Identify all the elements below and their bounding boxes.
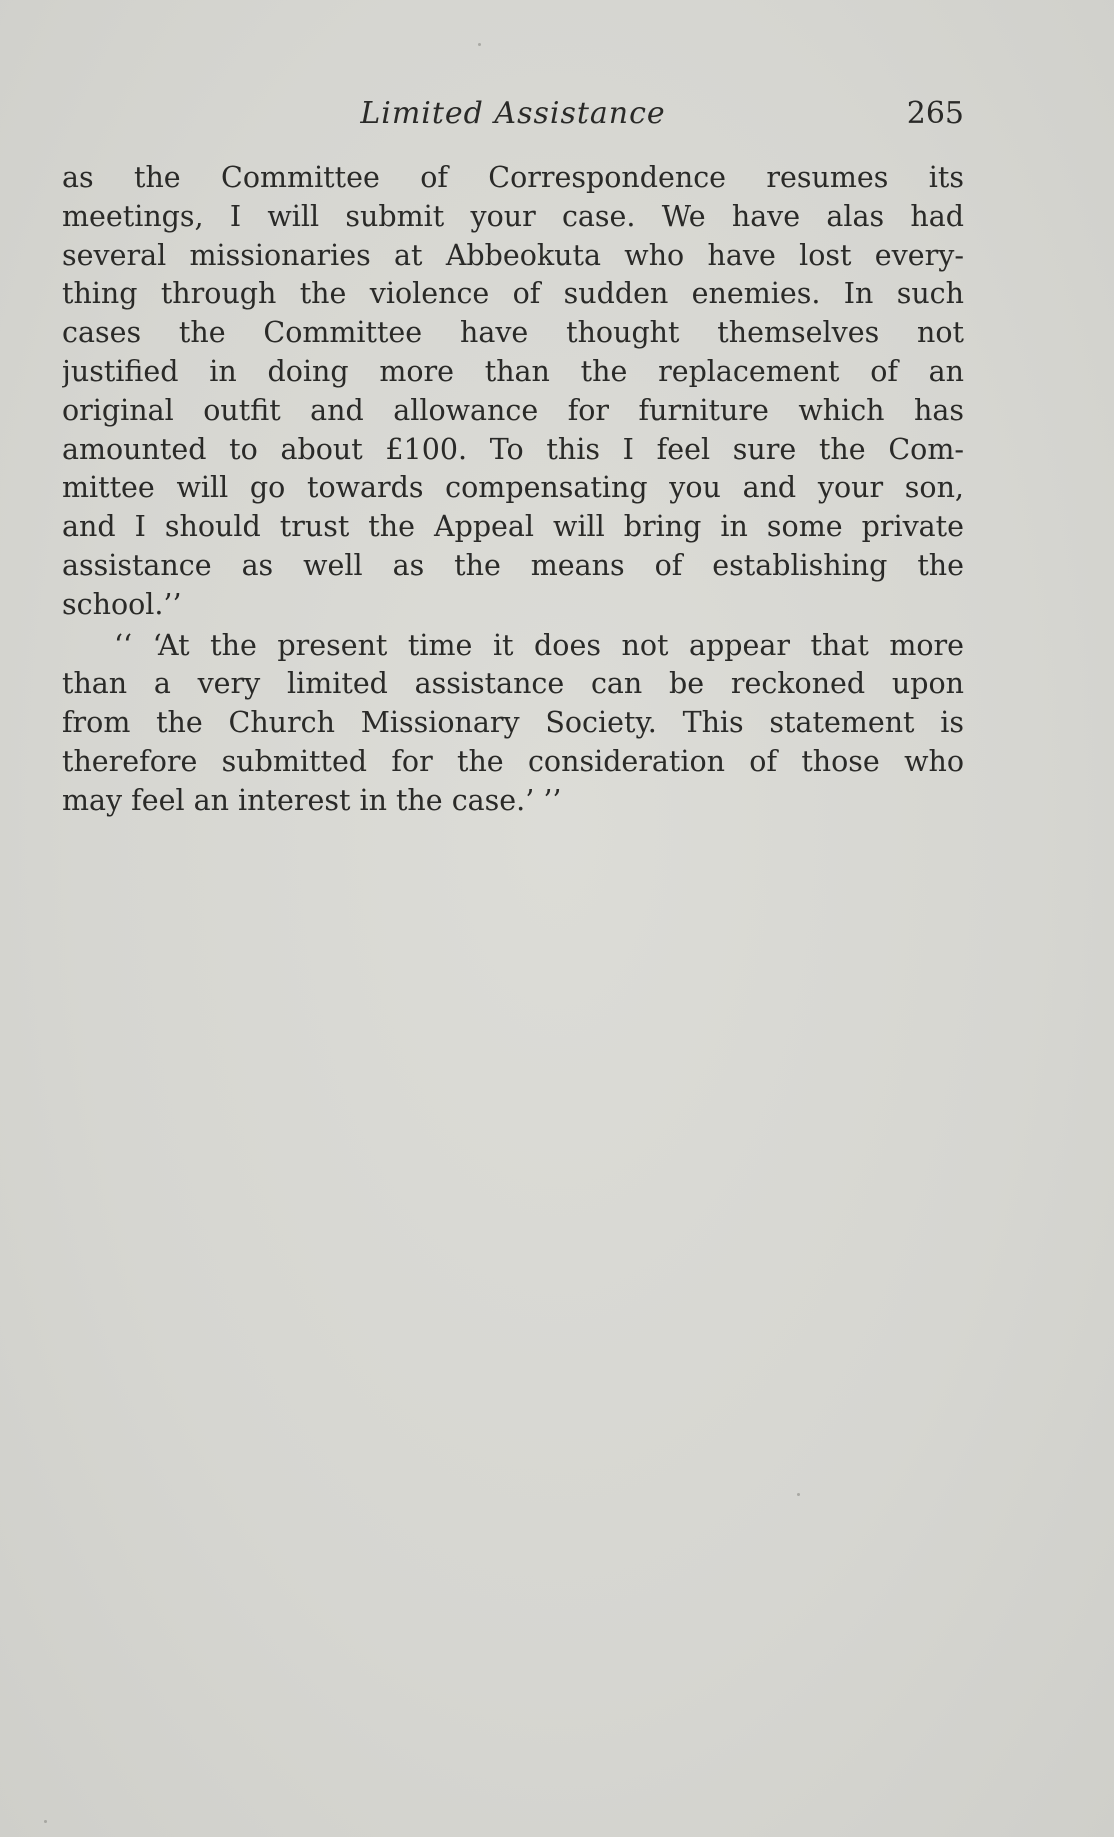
text-line: from the Church Missionary Society. This statement is: [62, 706, 964, 740]
body-text: [62, 159, 964, 821]
running-head: [62, 96, 964, 136]
running-title: Limited Assistance: [360, 96, 666, 131]
text-line: mittee will go towards compensating you and your son,: [62, 471, 964, 505]
text-line: may feel an interest in the case.’ ’’: [62, 783, 562, 817]
text-line: original outfit and allowance for furniture which has: [62, 393, 964, 427]
text-line: assistance as well as the means of establishing the: [62, 548, 964, 582]
text-line: than a very limited assistance can be reckoned upon: [62, 667, 964, 701]
text-line: as the Committee of Correspondence resumes its: [62, 161, 964, 194]
paper-speck: [797, 1493, 800, 1496]
text-line: and I should trust the Appeal will bring in some private: [62, 510, 964, 544]
paper-speck: [44, 1820, 47, 1823]
text-line: meetings, I will submit your case. We have alas had: [62, 199, 964, 233]
paper-speck: [478, 43, 481, 46]
text-line: cases the Committee have thought themselves not: [62, 316, 964, 350]
text-line: ‘‘ ‘At the present time it does not appear that more: [114, 628, 964, 662]
text-line: several missionaries at Abbeokuta who have lost every-: [62, 238, 964, 272]
page-number: 265: [906, 96, 964, 131]
text-line: amounted to about £100. To this I feel sure the Com-: [62, 432, 964, 466]
text-line: therefore submitted for the consideration of those who: [62, 744, 964, 778]
paragraph-1: [62, 159, 964, 625]
paragraph-2: [62, 627, 964, 821]
text-line: school.’’: [62, 587, 182, 621]
text-line: justified in doing more than the replacement of an: [62, 354, 964, 388]
text-line: thing through the violence of sudden enemies. In such: [62, 277, 964, 311]
